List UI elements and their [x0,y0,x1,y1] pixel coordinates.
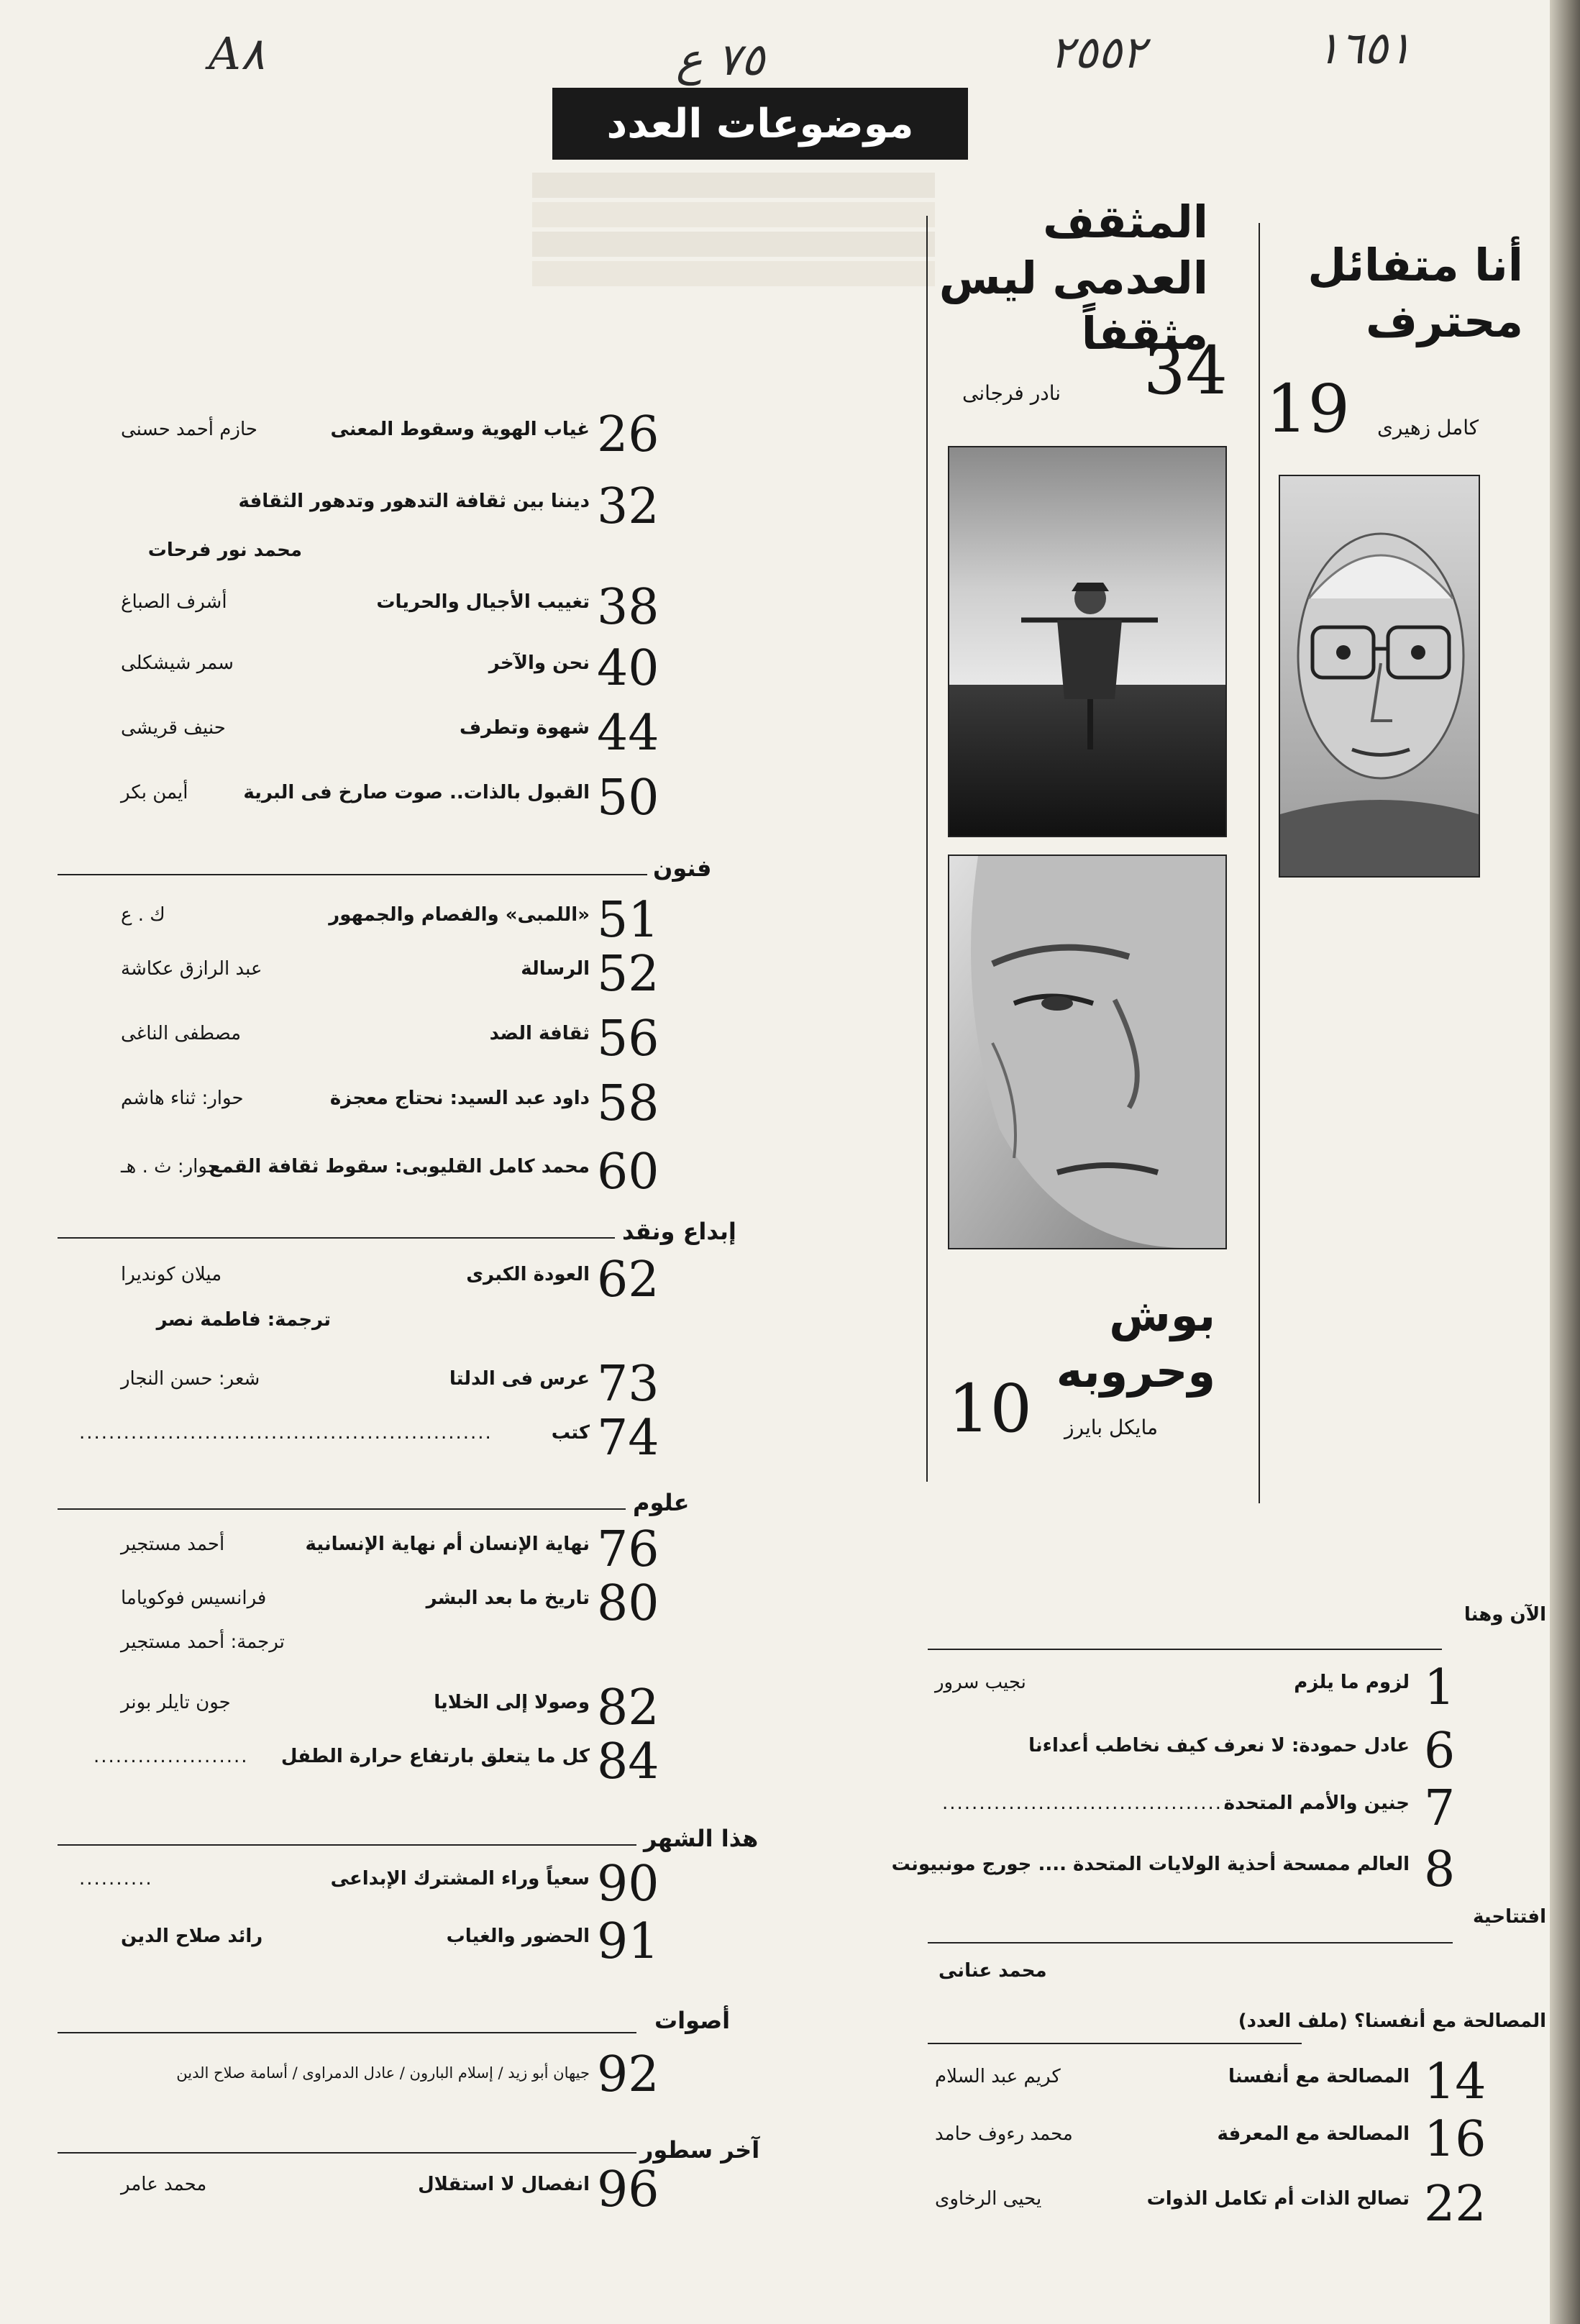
portrait-photo [1279,475,1480,878]
entry-author: أشرف الصباغ [121,591,227,613]
show-through-block [532,173,935,286]
handwritten-number: ١٦٥١ [1316,22,1412,74]
page-title: موضوعات العدد [552,88,968,160]
section-label: آخر سطور [640,2136,760,2164]
entry-author: نجيب سرور [935,1672,1026,1693]
entry-page-number: 60 [597,1144,659,1200]
contents-entry[interactable] [928,1719,1503,1784]
leader-dots: ........................................................ [79,1422,493,1444]
contents-entry[interactable] [58,575,705,640]
entry-page-number: 74 [597,1410,659,1467]
entry-page-number: 80 [597,1575,659,1632]
entry-title: نحن والآخر [488,652,590,674]
entry-page-number: 56 [597,1011,659,1067]
entry-page-number: 92 [597,2046,659,2103]
contents-entry[interactable] [58,766,705,831]
feature-page-number: 10 [948,1370,1033,1447]
section-rule [58,2032,636,2033]
section-rule [58,1237,615,1239]
section-label: المصالحة مع أنفسنا؟ (ملف العدد) [1238,2010,1546,2032]
section-label: افتتاحية [1472,1906,1546,1928]
contents-entry[interactable] [58,1406,705,1471]
feature-divider-right [1259,223,1260,1503]
section-label: هذا الشهر [644,1825,759,1852]
section-label: فنون [653,855,712,882]
entry-author: حوار: ثناء هاشم [121,1088,244,1109]
entry-author: محمد نور فرحات [147,539,302,561]
entry-title: العالم ممسحة أحذية الولايات المتحدة .... جورج مونبيونت [891,1854,1410,1875]
section-label: أصوات [654,2007,731,2034]
entry-page-number: 91 [597,1913,659,1970]
scarecrow-photo [948,446,1227,837]
entry-author: محمد عامر [121,2174,207,2195]
contents-entry[interactable] [58,1248,705,1313]
entry-page-number: 51 [597,892,659,949]
entry-title: لزوم ما يلزم [1294,1672,1410,1693]
contents-right-column [891,1604,1546,2266]
entry-title: المصالحة مع المعرفة [1217,2123,1410,2145]
entry-author: حوار: ث . هـ [121,1156,219,1177]
section-rule [928,2043,1302,2044]
entry-title: تاريخ ما بعد البشر [426,1587,590,1609]
entry-page-number: 52 [597,946,659,1003]
entry-page-number: 58 [597,1075,659,1132]
entry-page-number: 40 [597,640,659,697]
contents-entry[interactable] [58,475,705,539]
entry-title: جيهان أبو زيد / إسلام البارون / عادل الدمراوى / أسامة صلاح الدين [176,2064,590,2082]
entry-page-number: 44 [597,705,659,762]
entry-author: مصطفى الناغى [121,1023,242,1044]
entry-author: ك . ع [121,904,165,926]
entry-page-number: 1 [1424,1659,1456,1716]
entry-author: فرانسيس فوكوياما [121,1587,267,1609]
contents-entry[interactable] [891,1838,1503,1903]
entry-title: غياب الهوية وسقوط المعنى [330,419,590,440]
entry-page-number: 7 [1424,1780,1456,1837]
feature-title: بوش وحروبه [1056,1289,1215,1398]
entry-title: «اللمبى» والفصام والجمهور [329,904,590,926]
book-spine-shadow [1550,0,1580,2324]
entry-author: حازم أحمد حسنى [121,419,257,440]
contents-entry[interactable] [928,2172,1503,2237]
entry-title: عادل حمودة: لا نعرف كيف نخاطب أعداءنا [1028,1735,1410,1756]
handwritten-code-center: ٧٥ ع [676,33,765,86]
feature-author: كامل زهيرى [1377,416,1479,439]
handwritten-year: ٢٥٥٢ [1050,26,1146,78]
entry-page-number: 38 [597,579,659,636]
entry-page-number: 62 [597,1252,659,1308]
contents-entry[interactable] [58,1007,705,1072]
contents-entry[interactable] [928,1777,1503,1841]
section-label: الآن وهنا [1463,1604,1546,1626]
entry-page-number: 50 [597,770,659,826]
entry-translator: ترجمة: فاطمة نصر [156,1309,331,1331]
contents-left-column [58,403,760,2244]
entry-page-number: 73 [597,1356,659,1413]
entry-title: داود عبد السيد: نحتاج معجزة [329,1088,590,1109]
feature-title: المثقف العدمى ليس مثقفاً [939,196,1208,360]
contents-entry[interactable] [58,637,705,701]
entry-title: ثقافة الضد [489,1023,590,1044]
entry-title: المصالحة مع أنفسنا [1228,2066,1410,2087]
entry-author: ميلان كونديرا [121,1264,222,1285]
entry-title: تغييب الأجيال والحريات [376,591,590,613]
feature-page-number: 34 [1143,332,1228,409]
entry-title: الحضور والغياب [446,1926,590,1947]
contents-entry[interactable] [928,2107,1503,2172]
feature-divider-left [926,216,928,1482]
entry-title: شهوة وتطرف [459,717,590,739]
entry-author: جون تايلر بونر [121,1692,231,1713]
section-rule [58,2152,636,2154]
entry-title: القبول بالذات.. صوت صارخ فى البرية [243,782,590,803]
contents-entry[interactable] [58,1910,705,1974]
entry-translator: ترجمة: أحمد مستجير [121,1631,285,1653]
contents-entry[interactable] [928,2050,1503,2115]
feature-title: أنا متفائل محترف [1307,239,1523,347]
entry-page-number: 8 [1424,1841,1456,1898]
feature-author: نادر فرجانى [962,381,1061,405]
contents-entry[interactable] [58,2158,705,2223]
contents-entry[interactable] [58,1852,705,1917]
entry-page-number: 6 [1424,1723,1456,1780]
entry-author: شعر: حسن النجار [121,1368,260,1390]
entry-author: حنيف قريشى [121,717,226,739]
entry-title: ديننا بين ثقافة التدهور وتدهور الثقافة [238,491,590,512]
entry-page-number: 26 [597,406,659,463]
bush-face-photo [948,855,1227,1249]
contents-entry[interactable] [58,942,705,1007]
contents-entry[interactable] [58,1730,705,1795]
entry-title: عرس فى الدلتا [449,1368,590,1390]
entry-author: محمد رءوف حامد [935,2123,1073,2145]
entry-title: انفصال لا استقلال [418,2174,590,2195]
entry-title: محمد كامل القليوبى: سقوط ثقافة القمع [209,1156,590,1177]
entry-title: وصولا إلى الخلايا [434,1692,590,1713]
entry-page-number: 32 [597,478,659,535]
entry-author: عبد الرازق عكاشة [121,958,262,980]
leader-dots: ....................................... [942,1792,1230,1814]
leader-dots: ..................... [93,1746,249,1767]
contents-entry[interactable] [58,1140,705,1205]
editorial-author: محمد عنانى [939,1960,1047,1982]
contents-entry[interactable] [58,403,705,468]
leader-dots: .......... [79,1868,153,1890]
entry-title: العودة الكبرى [466,1264,590,1285]
entry-page-number: 96 [597,2161,659,2218]
entry-author: يحيى الرخاوى [935,2188,1042,2210]
contents-entry[interactable] [928,1656,1503,1721]
entry-author: أحمد مستجير [121,1534,225,1555]
entry-title: كل ما يتعلق بارتفاع حرارة الطفل [280,1746,590,1767]
entry-title: الرسالة [521,958,590,980]
section-rule [928,1649,1442,1650]
entry-author: أيمن بكر [121,782,188,803]
contents-entry[interactable] [58,1072,705,1136]
entry-title: سعياً وراء المشترك الإبداعى [330,1868,590,1890]
entry-page-number: 84 [597,1733,659,1790]
entry-title: نهاية الإنسان أم نهاية الإنسانية [305,1534,590,1555]
entry-page-number: 16 [1424,2111,1487,2168]
entry-author: رائد صلاح الدين [121,1926,263,1947]
entry-page-number: 76 [597,1521,659,1578]
entry-title: جنين والأمم المتحدة [1223,1792,1410,1814]
entry-author: كريم عبد السلام [935,2066,1061,2087]
entry-page-number: 14 [1424,2054,1487,2110]
entry-page-number: 82 [597,1680,659,1736]
entry-page-number: 22 [1424,2176,1487,2233]
section-label: علوم [633,1489,690,1516]
entry-author: سمر شيشكلى [121,652,234,674]
section-rule [58,1508,626,1510]
contents-entry[interactable] [58,2043,705,2107]
section-rule [58,874,647,875]
contents-entry[interactable] [58,1572,705,1636]
section-rule [58,1844,636,1846]
entry-title: كتب [551,1422,590,1444]
handwritten-code-left: A٨ [209,27,265,80]
contents-entry[interactable] [58,701,705,766]
entry-page-number: 90 [597,1856,659,1913]
section-rule [928,1942,1453,1943]
feature-page-number: 19 [1266,370,1351,447]
entry-title: تصالح الذات أم تكامل الذوات [1146,2188,1410,2210]
section-label: إبداع ونقد [622,1218,736,1245]
feature-author: مايكل بايرز [1064,1416,1158,1439]
